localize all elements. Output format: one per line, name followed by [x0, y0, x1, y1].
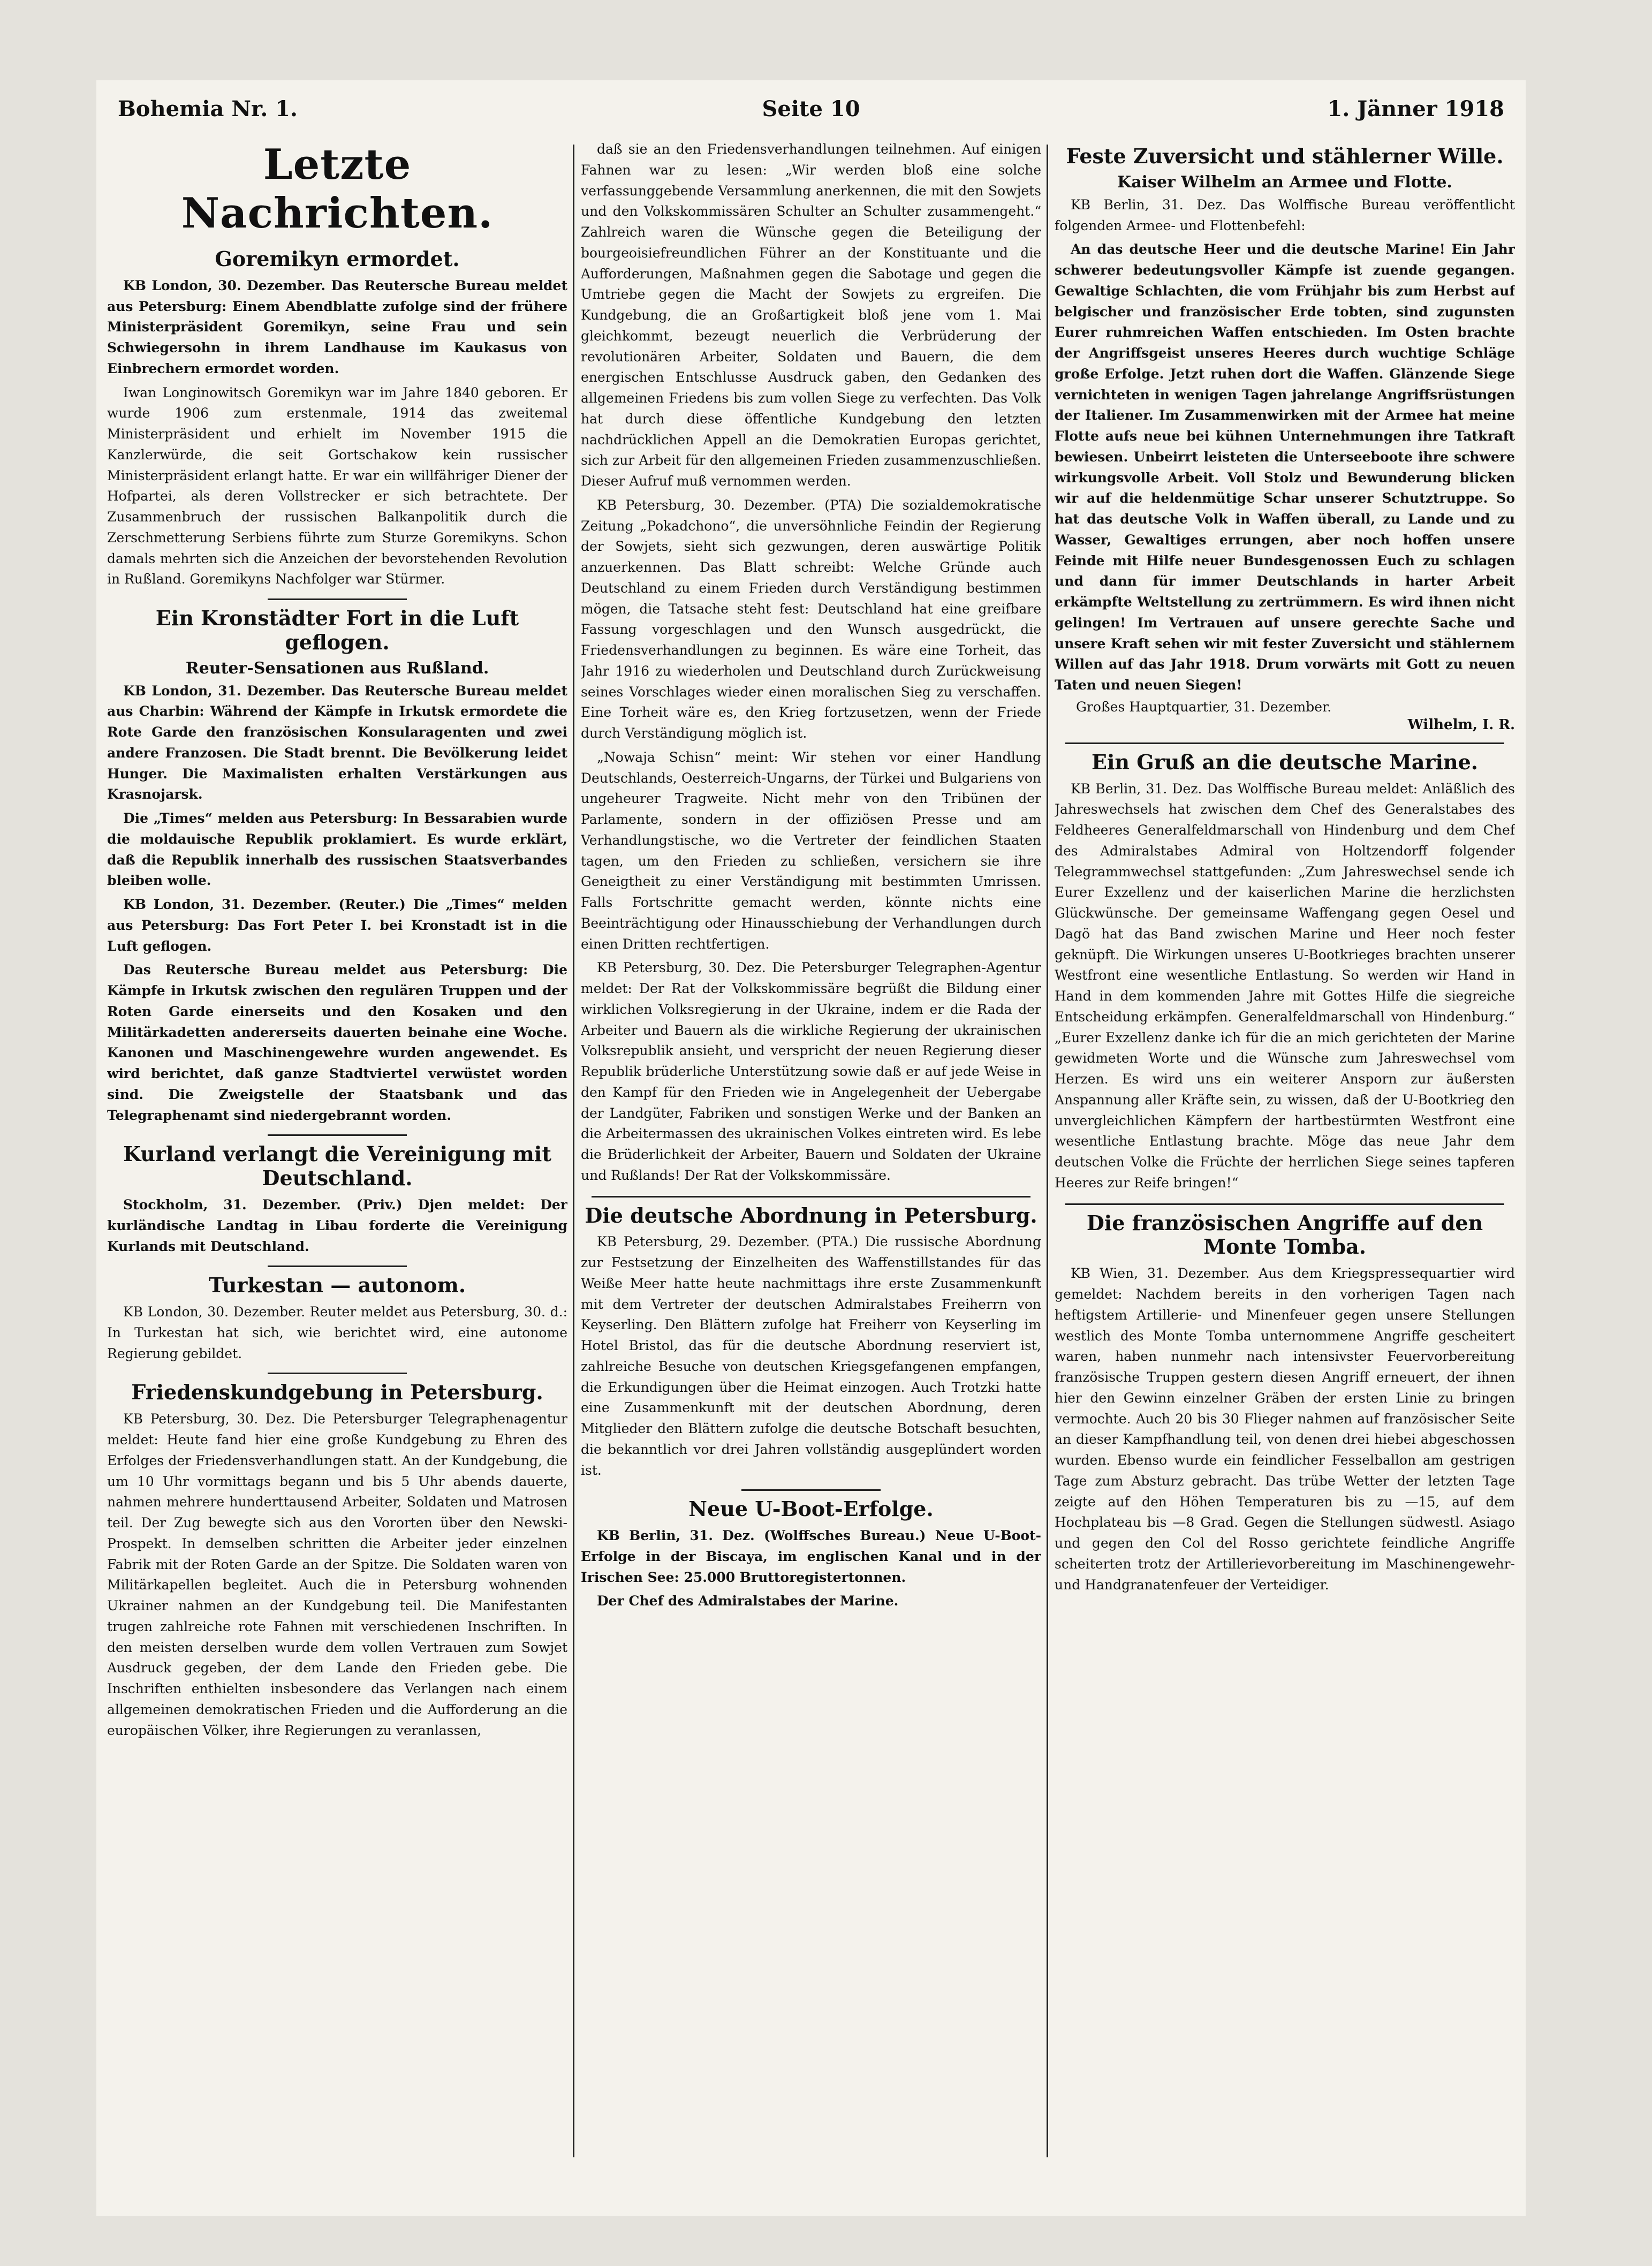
column-rule — [573, 145, 574, 2157]
divider — [268, 598, 407, 600]
article-title: Die französischen Angriffe auf den Monte Tomba. — [1086, 1210, 1483, 1259]
article-paragraph: daß sie an den Friedensverhandlungen teilnehmen. Auf einigen Fahnen war zu lesen: „Wir werden bloß eine solche verfassunggebende Versammlung anerkennen, die mit den Sowjets und den Volkskommissären Schulter an Schulter zusammengeht.“ Zahlreich waren die Wünsche gegen die Beteiligung der bourgeoisiefreundlichen Führer an der Konstituante und die Aufforderungen, Maßnahmen gegen die Sabotage und gegen die Umtriebe gegen die Macht der Sowjets zu ergreifen. Die Kundgebung, die an Großartigkeit bloß jene vom 1. Mai gleichkommt, bezeugt neuerlich die Verbrüderung der revolutionären Arbeiter, Soldaten und Bauern, die dem energischen Entschlusse Ausdruck gaben, den Gedanken des allgemeinen Friedens bis zum vollen Siege zu verfechten. Das Volk hat durch diese öffentliche Kundgebung den letzten nachdrücklichen Appell an die Demokratien Europas gerichtet, sich zur Arbeit für den allgemeinen Frieden zusammenzuschließen. Dieser Aufruf muß vernommen werden. — [581, 141, 1041, 489]
article-title: Kurland verlangt die Vereinigung mit Deutschland. — [123, 1142, 551, 1191]
article-paragraph: „Nowaja Schisn“ meint: Wir stehen vor einer Handlung Deutschlands, Oesterreich-Ungarns, der Türkei und Bulgariens von ungeheurer Tragweite. Nicht mehr von den Tribünen der Parlamente, sondern in der offiziösen Presse und am Verhandlungstische, wo die Vertreter der feindlichen Staaten tagen, um den Frieden zu schließen, versichern sie ihre Geneigtheit zu einer Verständigung mit bestimmten Umrissen. Falls Fortschritte gemacht werden, könnte nichts eine Beeinträchtigung oder Hinausschiebung der Verhandlungen durch einen Dritten rechtfertigen. — [581, 749, 1041, 952]
column-3 — [1055, 139, 1515, 2173]
article-place-date: Großes Hauptquartier, 31. Dezember. — [1076, 699, 1332, 715]
article-title: Turkestan — autonom. — [208, 1273, 466, 1298]
article-paragraph: KB London, 30. Dezember. Das Reutersche Bureau meldet aus Petersburg: Einem Abendblatte zufolge sind der frühere Ministerpräsident Goremikyn, seine Frau und sein Schwiegersohn in ihrem Landhause im Kaukasus von Einbrechern ermordet worden. — [107, 277, 567, 376]
article-title: Feste Zuversicht und stählerner Wille. — [1066, 144, 1504, 168]
column-2 — [581, 139, 1041, 2173]
newspaper-page — [96, 80, 1526, 2216]
article-paragraph: KB London, 30. Dezember. Reuter meldet aus Petersburg, 30. d.: In Turkestan hat sich, wie berichtet wird, eine autonome Regierung gebildet. — [107, 1304, 567, 1361]
article-paragraph: KB Petersburg, 30. Dez. Die Petersburger Telegraphenagentur meldet: Heute fand hier eine große Kundgebung zu Ehren des Erfolges der Friedensverhandlungen statt. An der Kundgebung, die um 10 Uhr vormittags begann und bis 5 Uhr abends dauerte, nahmen mehrere hunderttausend Arbeiter, Soldaten und Matrosen teil. Der Zug bewegte sich aus den Vororten über den Newski-Prospekt. In demselben schritten die Arbeiter jeder einzelnen Fabrik mit der Roten Garde an der Spitze. Die Soldaten waren von Militärkapellen begleitet. Auch die in Petersburg wohnenden Ukrainer nahmen an der Kundgebung teil. Die Manifestanten trugen zahlreiche rote Fahnen mit verschiedenen Inschriften. In den meisten derselben wurde dem vollen Vertrauen zum Sowjet Ausdruck gegeben, der dem Lande den Frieden gebe. Die Inschriften enthielten insbesondere das Verlangen nach einem allgemeinen demokratischen Frieden und die Aufforderung an die europäischen Völker, ihre Regierungen zu veranlassen, — [107, 1411, 567, 1738]
article-paragraph: KB London, 31. Dezember. (Reuter.) Die „Times“ melden aus Petersburg: Das Fort Peter I. bei Kronstadt ist in die Luft geflogen. — [107, 897, 567, 954]
divider — [268, 1265, 407, 1267]
article-paragraph: Iwan Longinowitsch Goremikyn war im Jahre 1840 geboren. Er wurde 1906 zum erstenmale, 1914 das zweitemal Ministerpräsident und erhielt im November 1915 die Kanzlerwürde, die seit Gortschakow kein russischer Ministerpräsident erlangt hatte. Er war ein willfähriger Diener der Hofpartei, als deren Vollstrecker er sich betrachtete. Der Zusammenbruch der russischen Balkanpolitik durch die Zerschmetterung Serbiens führte zum Sturze Goremikyns. Schon damals mehrten sich die Anzeichen der bevorstehenden Revolution in Rußland. Goremikyns Nachfolger war Stürmer. — [107, 384, 567, 587]
column-rule — [1047, 145, 1048, 2157]
header-issue: Bohemia Nr. 1. — [118, 96, 298, 122]
divider — [592, 1196, 1030, 1198]
header-page-number: Seite 10 — [762, 96, 860, 122]
article-paragraph: KB Berlin, 31. Dez. Das Wolffische Bureau veröffentlicht folgenden Armee- und Flottenbefehl: — [1055, 196, 1515, 233]
article-paragraph: KB Petersburg, 30. Dezember. (PTA) Die sozialdemokratische Zeitung „Pokadchono“, die unversöhnliche Feindin der Regierung der Sowjets, sieht sich gezwungen, deren auswärtige Politik anzuerkennen. Das Blatt schreibt: Welche Gründe auch Deutschland zu einem Frieden durch Verständigung bestimmen mögen, die Tatsache steht fest: Deutschland hat eine greifbare Fassung vorgeschlagen und den Wunsch ausgedrückt, die Friedensverhandlungen zu beginnen. Es wäre eine Torheit, das Jahr 1916 zu wiederholen und Deutschland durch Zurückweisung seines Vorschlages wieder einen moralischen Sieg zu verschaffen. Eine Torheit wäre es, den Krieg fortzusetzen, wenn der Friede durch Verständigung möglich ist. — [581, 497, 1041, 741]
divider — [268, 1134, 407, 1136]
page-header — [118, 96, 1504, 134]
article-title: Die deutsche Abordnung in Petersburg. — [585, 1203, 1037, 1227]
article-paragraph: An das deutsche Heer und die deutsche Marine! Ein Jahr schwerer bedeutungsvoller Kämpfe ist zuende gegangen. Gewaltige Schlachten, die vom Frühjahr bis zum Herbst auf belgischer und französischer Erde tobten, sind zugunsten Eurer ruhmreichen Waffen entschieden. Im Osten brachte der Angriffsgeist unseres Heeres durch wuchtige Schläge große Erfolge. Jetzt ruhen dort die Waffen. Glänzende Siege vernichteten in wenigen Tagen jahrelange Angriffsrüstungen der Italiener. Im Zusammenwirken mit der Armee hat meine Flotte aufs neue bei kühnen Unternehmungen ihre Tatkraft bewiesen. Unbeirrt leisteten die Unterseeboote ihre schwere wirkungsvolle Arbeit. Voll Stolz und Bewunderung blicken wir auf die heldenmütige Schar unserer Schutztruppe. So hat das deutsche Volk in Waffen überall, zu Lande und zu Wasser, Gewaltiges errungen, aber noch hoffen unsere Feinde mit Hilfe neuer Bundesgenossen Euch zu schlagen und dann für immer Deutschlands in harter Arbeit erkämpfte Weltstellung zu zertrümmern. Es wird ihnen nicht gelingen! Im Vertrauen auf unsere gerechte Sache und unsere Kraft sehen wir mit fester Zuversicht und stählernem Willen auf das Jahr 1918. Drum vorwärts mit Gott zu neuen Taten und neuen Siegen! — [1055, 241, 1515, 693]
article-paragraph: KB Berlin, 31. Dez. Das Wolffische Bureau meldet: Anläßlich des Jahreswechsels hat zwischen dem Chef des Generalstabes des Feldheeres Generalfeldmarschall von Hindenburg und dem Chef des Admiralstabes Admiral von Holtzendorff folgender Telegrammwechsel stattgefunden: „Zum Jahreswechsel sende ich Eurer Exzellenz und der kaiserlichen Marine die herzlichsten Glückwünsche. Der gemeinsame Waffengang gegen Oesel und Dagö hat das Band zwischen Marine und Heer noch fester geknüpft. Die Wirkungen unseres U-Bootkrieges brachten unserer Westfront eine wesentliche Entlastung. So werden wir Hand in Hand in dem kommenden Jahre mit Gottes Hilfe die siegreiche Entscheidung erkämpfen. Generalfeldmarschall von Hindenburg.“ „Eurer Exzellenz danke ich für die an mich gerichteten der Marine gewidmeten Worte und die Wünsche zum Jahreswechsel vom Herzen. Es wird uns ein weiterer Ansporn zur äußersten Anspannung aller Kräfte sein, zu wissen, daß der U-Bootkrieg den unvergleichlichen Kämpfern der hartbestürmten Westfront eine wesentliche Entlastung brachte. Möge das neue Jahr dem deutschen Volke die Früchte der herrlichen Siege seines tapferen Heeres zur Reife bringen!“ — [1055, 780, 1515, 1191]
article-paragraph: KB Petersburg, 29. Dezember. (PTA.) Die russische Abordnung zur Festsetzung der Einzelheiten des Waffenstillstandes für das Weiße Meer hatte heute nachmittags ihre erste Zusammenkunft mit dem Vertreter der deutschen Admiralstabes Freiherrn von Keyserling. Den Blättern zufolge hat Freiherr von Keyserling im Hotel Bristol, das für die deutsche Abordnung reserviert ist, zahlreiche Besuche von deutschen Kriegsgefangenen empfangen, die Erkundigungen über die Heimat einzogen. Auch Trotzki hatte eine Zusammenkunft mit der deutschen Abordnung, deren Mitglieder den Blättern zufolge die deutsche Botschaft besuchten, die bekanntlich vor drei Jahren vollständig ausgeplündert worden ist. — [581, 1234, 1041, 1478]
article-paragraph: Das Reutersche Bureau meldet aus Petersburg: Die Kämpfe in Irkutsk zwischen den regulären Truppen und der Roten Garde einerseits und den Kosaken und den Militärkadetten andererseits dauerten beinahe eine Woche. Kanonen und Maschinengewehre wurden angewendet. Es wird berichtet, daß ganze Stadtviertel verwüstet worden sind. Die Zweigstelle der Staatsbank und das Telegraphenamt sind niedergebrannt worden. — [107, 962, 567, 1123]
article-title: Ein Gruß an die deutsche Marine. — [1091, 749, 1479, 774]
article-paragraph: Die „Times“ melden aus Petersburg: In Bessarabien wurde die moldauische Republik proklamiert. Es wurde erklärt, daß die Republik innerhalb des russischen Staatsverbandes bleiben wolle. — [107, 810, 567, 889]
section-title: Letzte Nachrichten. — [181, 140, 494, 238]
article-title: Friedenskundgebung in Petersburg. — [131, 1380, 543, 1405]
article-signature: Der Chef des Admiralstabes der Marine. — [597, 1593, 899, 1609]
divider — [1065, 742, 1504, 744]
article-paragraph: KB Wien, 31. Dezember. Aus dem Kriegspressequartier wird gemeldet: Nachdem bereits in den vorherigen Tagen nach heftigstem Artillerie- und Minenfeuer gegen unsere Stellungen westlich des Monte Tomba unternommene Angriffe gescheitert waren, haben nunmehr nach intensivster Feuervorbereitung französische Truppen gestern diesen Angriff erneuert, der ihnen hier den Gewinn einzelner Gräben der ersten Linie zu bringen vermochte. Auch 20 bis 30 Flieger nahmen auf französischer Seite an dieser Kampfhandlung teil, von denen drei hiebei abgeschossen wurden. Ebenso wurde ein feindlicher Fesselballon am gestrigen Tage zum Absturz gebracht. Das trübe Wetter der letzten Tage zeigte auf den Höhen Temperaturen bis zu —15, auf dem Hochplateau bis —8 Grad. Gegen die Stellungen südwestl. Asiago und gegen den Col del Rosso gerichtete feindliche Angriffe scheiterten trotz der Artillerievorbereitung im Maschinengewehr- und Handgranatenfeuer der Verteidiger. — [1055, 1265, 1515, 1593]
article-signature: Wilhelm, I. R. — [1407, 716, 1515, 733]
article-title: Neue U-Boot-Erfolge. — [688, 1497, 934, 1521]
article-title: Goremikyn ermordet. — [215, 247, 460, 271]
header-date: 1. Jänner 1918 — [1327, 96, 1504, 122]
article-paragraph: KB Petersburg, 30. Dez. Die Petersburger Telegraphen-Agentur meldet: Der Rat der Volkskommissäre begrüßt die Bildung einer wirklichen Volksregierung in der Ukraine, indem er die Rada der Arbeiter und Bauern als die wirkliche Regierung der ukrainischen Volksrepublik ansieht, und verspricht der neuen Regierung dieser Republik brüderliche Unterstützung sowie daß er auf jede Weise in den Kampf für den Frieden wie in Angelegenheit der Uebergabe der Landgüter, Fabriken und sonstigen Werke und der Banken an die Arbeitermassen des ukrainischen Volkes eintreten wird. Es lebe die Brüderlichkeit der Arbeiter, Bauern und Soldaten der Ukraine und Rußlands! Der Rat der Volkskommissäre. — [581, 960, 1041, 1183]
article-subtitle: Kaiser Wilhelm an Armee und Flotte. — [1117, 172, 1452, 192]
divider — [1065, 1203, 1504, 1205]
article-paragraph: KB Berlin, 31. Dez. (Wolffsches Bureau.) Neue U-Boot-Erfolge in der Biscaya, im englischen Kanal und in der Irischen See: 25.000 Bruttoregistertonnen. — [581, 1528, 1041, 1585]
article-title: Ein Kronstädter Fort in die Luft geflogen. — [155, 606, 519, 654]
article-paragraph: KB London, 31. Dezember. Das Reutersche Bureau meldet aus Charbin: Während der Kämpfe in Irkutsk ermordete die Rote Garde den französischen Konsularagenten und zwei andere Franzosen. Die Stadt brennt. Die Bevölkerung leidet Hunger. Die Maximalisten erhalten Verstärkungen aus Krasnojarsk. — [107, 683, 567, 802]
divider — [741, 1489, 881, 1491]
article-subtitle: Reuter-Sensationen aus Rußland. — [185, 658, 489, 678]
column-1 — [107, 139, 567, 2173]
article-paragraph: Stockholm, 31. Dezember. (Priv.) Djen meldet: Der kurländische Landtag in Libau forderte die Vereinigung Kurlands mit Deutschland. — [107, 1197, 567, 1254]
divider — [268, 1373, 407, 1374]
